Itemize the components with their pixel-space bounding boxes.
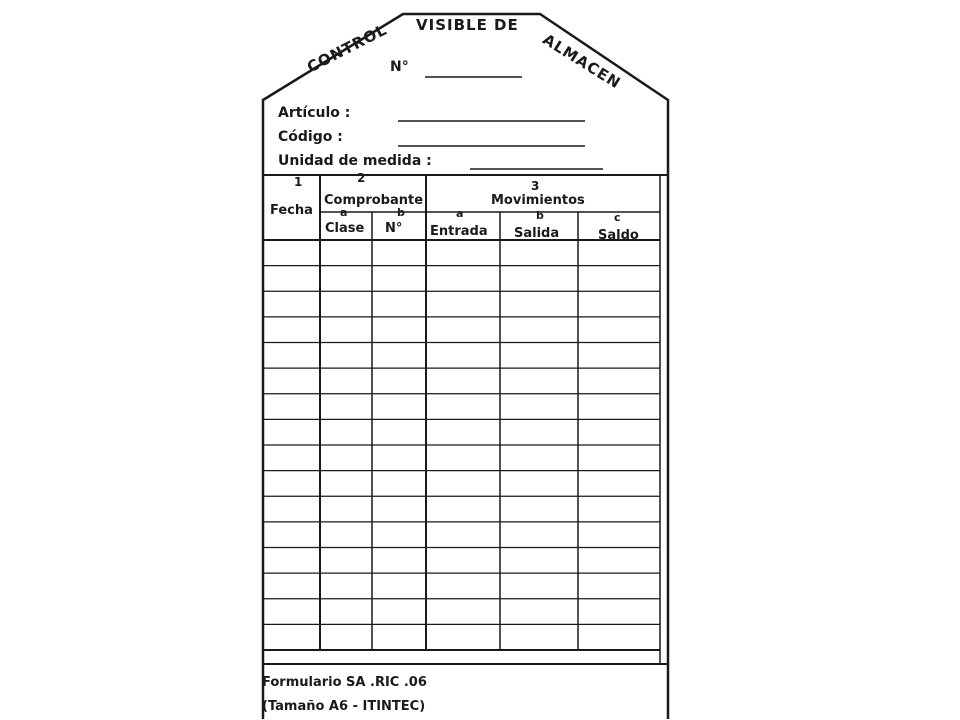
unidad-label: Unidad de medida : — [278, 153, 432, 169]
form-code: Formulario SA .RIC .06 — [262, 675, 427, 690]
codigo-label: Código : — [278, 129, 343, 145]
title-almacen: ALMACEN — [539, 30, 625, 93]
title-control: CONTROL — [304, 20, 391, 77]
col1-number: 1 — [294, 175, 303, 189]
articulo-label: Artículo : — [278, 105, 351, 121]
salida-letter: b — [536, 209, 544, 222]
salida-header: Salida — [514, 226, 560, 241]
blank-row-lines — [263, 266, 660, 625]
numero-letter: b — [397, 206, 405, 219]
number-label: N° — [390, 59, 409, 75]
entrada-letter: a — [456, 207, 464, 220]
col3-number: 3 — [531, 179, 540, 193]
col2-number: 2 — [357, 171, 366, 185]
movimientos-header: Movimientos — [491, 193, 585, 208]
clase-header: Clase — [325, 221, 365, 236]
comprobante-header: Comprobante — [324, 193, 424, 208]
size-note: (Tamaño A6 - ITINTEC) — [262, 699, 426, 714]
saldo-letter: c — [614, 211, 621, 224]
saldo-header: Saldo — [598, 228, 639, 243]
entrada-header: Entrada — [430, 224, 488, 239]
fecha-header: Fecha — [270, 203, 313, 218]
clase-letter: a — [340, 206, 348, 219]
title-visible-de: VISIBLE DE — [416, 16, 519, 34]
numero-header: N° — [385, 221, 403, 236]
